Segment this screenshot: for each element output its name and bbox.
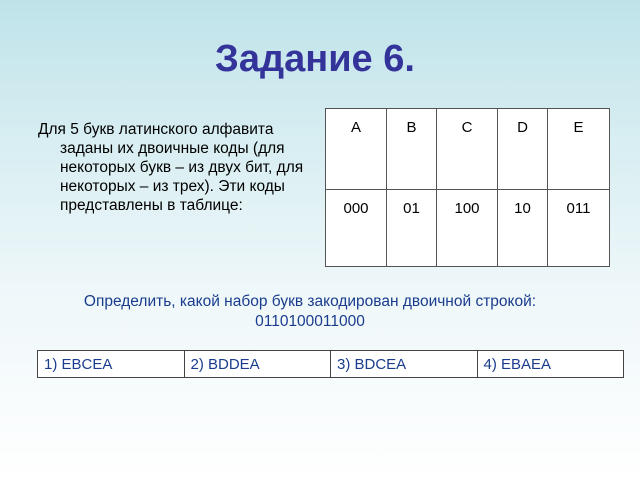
answer-options — [37, 350, 624, 378]
letter-cell: C — [437, 109, 498, 190]
slide-title: Задание 6. — [215, 38, 415, 80]
code-cell: 100 — [437, 190, 498, 267]
code-table — [325, 108, 610, 267]
letter-cell: B — [387, 109, 437, 190]
answer-option-4[interactable]: 4) EBAEA — [483, 356, 552, 373]
letter-cell: A — [326, 109, 387, 190]
letter-cell: D — [498, 109, 548, 190]
letter-cell: E — [548, 109, 610, 190]
task-description: Для 5 букв латинского алфавита заданы их двоичные коды (для некоторых букв – из двух бит, для некоторых – из трех). Эти коды представлены в таблице: — [38, 121, 304, 214]
question-text: Определить, какой набор букв закодирован двоичной строкой: — [83, 293, 537, 310]
code-cell: 000 — [326, 190, 387, 267]
answer-option-3[interactable]: 3) BDCEA — [331, 351, 478, 377]
code-cell: 011 — [548, 190, 610, 267]
codes-row — [326, 190, 610, 267]
binary-string: 0110100011000 — [255, 313, 365, 330]
code-cell: 01 — [387, 190, 437, 267]
question — [20, 292, 600, 332]
code-cell: 10 — [498, 190, 548, 267]
answer-option-2[interactable]: 2) BDDEA — [185, 351, 332, 377]
answer-option-1[interactable]: 1) EBCEA — [38, 351, 185, 377]
letters-row — [326, 109, 610, 190]
